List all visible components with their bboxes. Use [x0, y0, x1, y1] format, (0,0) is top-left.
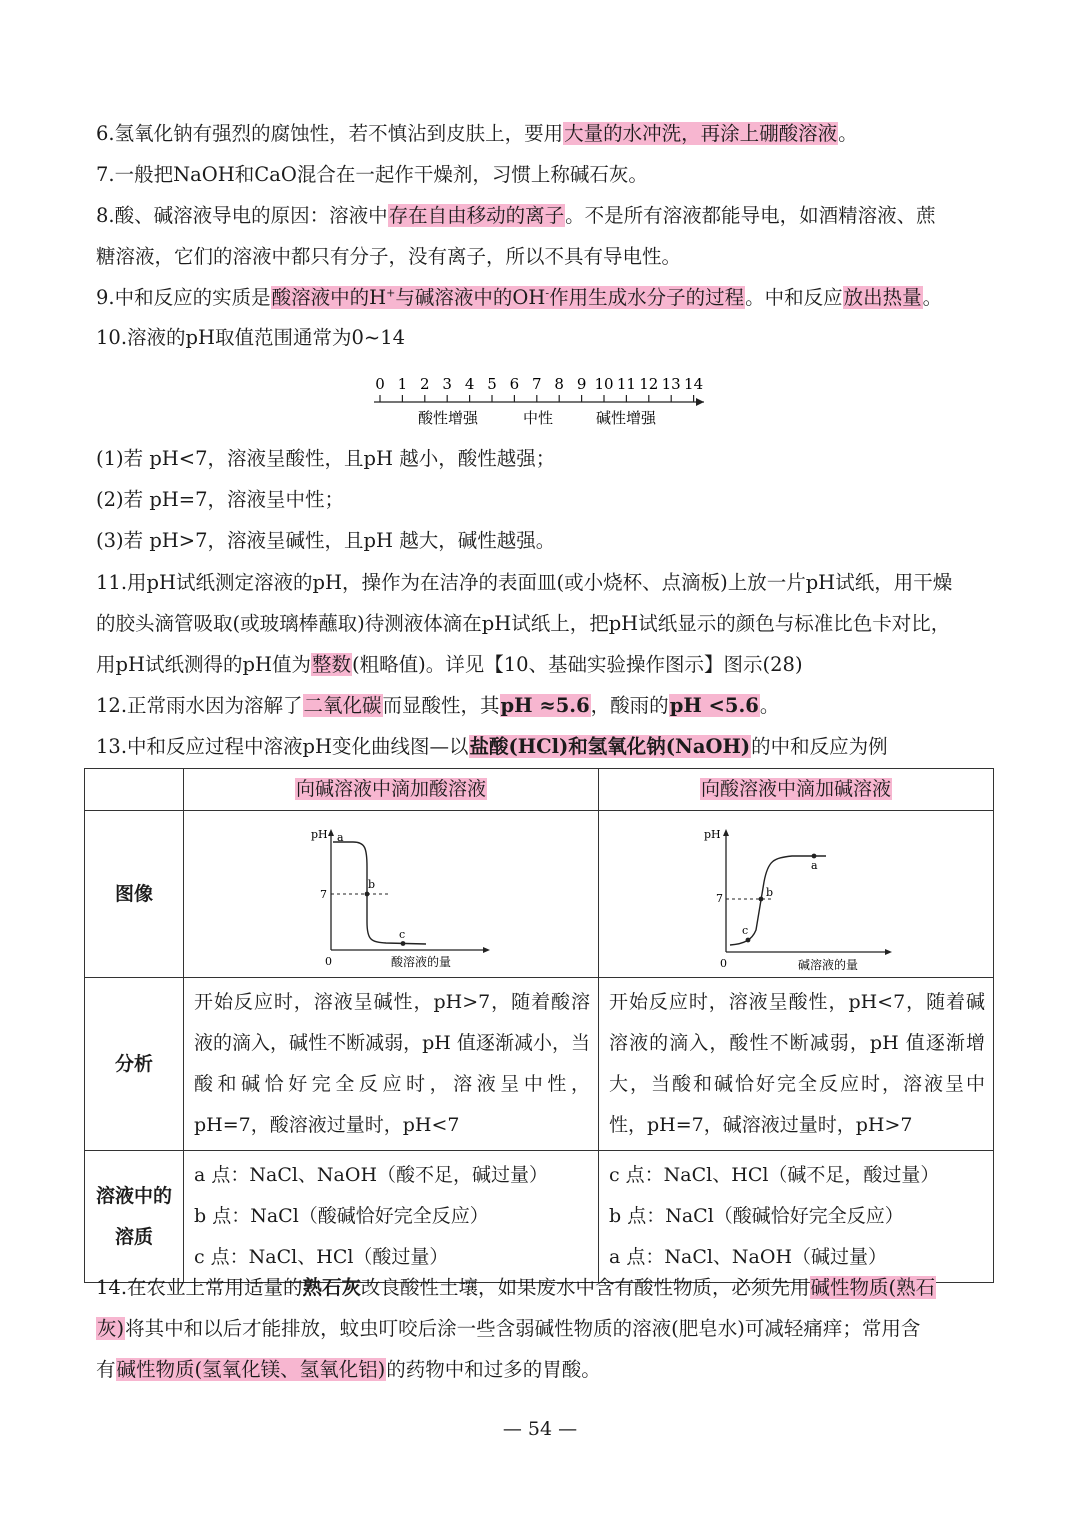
- item-9-text-mid: 。中和反应: [745, 286, 843, 309]
- item-8-cont: 糖溶液，它们的溶液中都只有分子，没有离子，所以不具有导电性。: [96, 245, 682, 268]
- highlight: 碱性物质(熟石: [810, 1276, 936, 1299]
- solute-c: c 点：NaCl、HCl（碱不足，酸过量）: [609, 1164, 940, 1186]
- highlight: 二氧化碳: [303, 694, 382, 717]
- item-12-text-mid: 而显酸性，其: [382, 694, 500, 717]
- item-8-text: 8.酸、碱溶液导电的原因：溶液中: [96, 204, 388, 227]
- item-13: [96, 731, 888, 763]
- scale-tick-label: 5: [487, 375, 497, 393]
- item-8: [96, 200, 936, 232]
- x-arrow: [483, 947, 490, 953]
- superscript: +: [386, 286, 396, 300]
- scale-tick-label: 3: [442, 375, 452, 393]
- item-11-text-rest: (粗略值)。详见【10、基础实验操作图示】图示(28): [352, 653, 803, 676]
- highlight: 碱性物质(氢氧化镁、氢氧化铝): [116, 1358, 386, 1381]
- solute-a: a 点：NaCl、NaOH（碱过量）: [609, 1246, 888, 1268]
- case-1: (1)若 pH<7，溶液呈酸性，且pH 越小，酸性越强；: [96, 447, 556, 470]
- item-12-text-mid2: ，酸雨的: [590, 694, 669, 717]
- ph-curve-base-into-acid: [696, 822, 896, 972]
- scale-tick-label: 11: [616, 375, 636, 393]
- scale-tick-label: 12: [639, 375, 659, 393]
- origin-label: 0: [720, 957, 727, 970]
- oh-ion-text: 与碱溶液中的OH: [395, 286, 546, 309]
- item-14-text: 14.在农业上常用适量的: [96, 1276, 303, 1299]
- item-9-text: 9.中和反应的实质是: [96, 286, 271, 309]
- highlight: 盐酸(HCl)和氢氧化钠(NaOH): [469, 735, 751, 758]
- y-label: pH: [704, 828, 721, 841]
- scale-tick-label: 2: [420, 375, 430, 393]
- punct: 。: [838, 122, 858, 145]
- point-a-label: a: [811, 859, 818, 872]
- item-12-text: 12.正常雨水因为溶解了: [96, 694, 303, 717]
- item-14-text-end: 的药物中和过多的胃酸。: [386, 1358, 601, 1381]
- y-arrow: [723, 829, 729, 836]
- row-header-image: 图像: [85, 811, 184, 978]
- row-header-solute: 溶液中的溶质: [85, 1151, 184, 1283]
- point-c: [401, 941, 406, 946]
- highlight: 向酸溶液中滴加碱溶液: [700, 778, 891, 800]
- punct: 。: [922, 286, 943, 309]
- origin-label: 0: [325, 955, 332, 968]
- seven-label: 7: [320, 888, 327, 901]
- scale-label-acid: 酸性增强: [417, 409, 479, 427]
- item-6: [96, 118, 858, 150]
- solute-c: c 点：NaCl、HCl（酸过量）: [194, 1246, 449, 1268]
- y-label: pH: [311, 828, 328, 841]
- graph-cell-1: [184, 811, 599, 978]
- scale-tick-label: 4: [464, 375, 475, 393]
- item-6-text: 6.氢氧化钠有强烈的腐蚀性，若不慎沾到皮肤上，要用: [96, 122, 564, 145]
- item-13-text: 13.中和反应过程中溶液pH变化曲线图—以: [96, 735, 469, 758]
- item-10: 10.溶液的pH取值范围通常为0~14: [96, 326, 406, 349]
- graph-cell-2: [599, 811, 994, 978]
- scale-tick-label: 14: [684, 375, 704, 393]
- item-8-text-rest: 。不是所有溶液都能导电，如酒精溶液、蔗: [565, 204, 936, 227]
- highlight: 向碱溶液中滴加酸溶液: [295, 778, 486, 800]
- highlight: 大量的水冲洗，再涂上硼酸溶液: [564, 122, 838, 145]
- ph-scale-diagram: [370, 372, 710, 432]
- page-number: — 54 —: [502, 1418, 578, 1440]
- scale-tick-label: 6: [509, 375, 520, 393]
- solute-cell-2: [599, 1151, 994, 1283]
- item-11: 11.用pH试纸测定溶液的pH，操作为在洁净的表面皿(或小烧杯、点滴板)上放一片pH试纸，用干燥: [96, 571, 953, 594]
- solute-cell-1: [184, 1151, 599, 1283]
- y-arrow: [328, 829, 334, 836]
- item-14-text-rest: 将其中和以后才能排放，蚊虫叮咬后涂一些含弱碱性物质的溶液(肥皂水)可减轻痛痒；常用含: [125, 1317, 921, 1340]
- item-12: [96, 690, 779, 722]
- case-2: (2)若 pH=7，溶液呈中性；: [96, 488, 345, 511]
- scale-tick-label: 10: [594, 375, 614, 393]
- highlight: 整数: [311, 653, 351, 676]
- corner-cell: [85, 769, 184, 811]
- item-11-cont2: [96, 649, 803, 681]
- case-3: (3)若 pH>7，溶液呈碱性，且pH 越大，碱性越强。: [96, 529, 556, 552]
- scale-tick-label: 0: [375, 375, 385, 393]
- highlight: 灰): [97, 1317, 125, 1340]
- highlight: [271, 286, 745, 309]
- item-14-text-mid: 改良酸性土壤，如果废水中含有酸性物质，必须先用: [361, 1276, 810, 1299]
- col-header-1: [184, 769, 599, 811]
- solute-b: b 点：NaCl（酸碱恰好完全反应）: [194, 1205, 489, 1227]
- superscript: -: [545, 286, 550, 300]
- row-header-analysis: 分析: [85, 978, 184, 1151]
- neutralization-table: [84, 768, 994, 1283]
- item-14: [96, 1272, 936, 1304]
- analysis-cell-2: 开始反应时，溶液呈酸性，pH<7，随着碱溶液的滴入，酸性不断减弱，pH 值逐渐增大，当酸和碱恰好完全反应时，溶液呈中性，pH=7，碱溶液过量时，pH>7: [599, 978, 994, 1151]
- item-11-cont: 的胶头滴管吸取(或玻璃棒蘸取)待测液体滴在pH试纸上，把pH试纸显示的颜色与标准比色卡对比，: [96, 612, 951, 635]
- item-14-cont2: [96, 1354, 601, 1386]
- bold-term: 熟石灰: [302, 1276, 362, 1299]
- seven-label: 7: [716, 892, 723, 905]
- point-c-label: c: [399, 928, 406, 941]
- scale-label-base: 碱性增强: [595, 409, 657, 427]
- highlight: pH ≈5.6: [500, 694, 590, 717]
- scale-label-neutral: 中性: [522, 409, 554, 427]
- item-14-cont: [96, 1313, 920, 1345]
- highlight: pH <5.6: [669, 694, 759, 717]
- scale-tick-label: 9: [576, 375, 587, 393]
- ph-curve: [333, 842, 426, 944]
- x-label: 碱溶液的量: [798, 958, 859, 972]
- scale-tick-label: 8: [554, 375, 564, 393]
- scale-tick-label: 13: [661, 375, 681, 393]
- point-a-label: a: [337, 831, 344, 844]
- point-c: [746, 938, 751, 943]
- scale-tick-label: 7: [532, 375, 542, 393]
- item-9: [96, 282, 942, 314]
- solute-a: a 点：NaCl、NaOH（酸不足，碱过量）: [194, 1164, 549, 1186]
- scale-tick-label: 1: [397, 375, 408, 393]
- solute-b: b 点：NaCl（酸碱恰好完全反应）: [609, 1205, 904, 1227]
- ph-curve-acid-into-base: [291, 822, 491, 972]
- punct: 。: [759, 694, 780, 717]
- point-c-label: c: [742, 924, 749, 937]
- h-ion-text: 酸溶液中的H: [271, 286, 387, 309]
- point-b: [759, 897, 764, 902]
- highlight: 存在自由移动的离子: [388, 204, 565, 227]
- point-b-label: b: [368, 878, 376, 891]
- process-text: 作用生成水分子的过程: [549, 286, 745, 309]
- item-11-text: 用pH试纸测得的pH值为: [96, 653, 311, 676]
- analysis-cell-1: 开始反应时，溶液呈碱性，pH>7，随着酸溶液的滴入，碱性不断减弱，pH 值逐渐减小，当酸和碱恰好完全反应时，溶液呈中性，pH=7，酸溶液过量时，pH<7: [184, 978, 599, 1151]
- scale-arrow: [696, 398, 704, 406]
- x-label: 酸溶液的量: [391, 955, 452, 969]
- highlight: 放出热量: [843, 286, 922, 309]
- item-7: 7.一般把NaOH和CaO混合在一起作干燥剂，习惯上称碱石灰。: [96, 163, 648, 186]
- x-arrow: [885, 949, 892, 955]
- point-a: [812, 854, 817, 859]
- point-b: [365, 892, 370, 897]
- col-header-2: [599, 769, 994, 811]
- point-b-label: b: [766, 886, 774, 899]
- item-13-text-rest: 的中和反应为例: [751, 735, 888, 758]
- item-14-text-start: 有: [96, 1358, 116, 1381]
